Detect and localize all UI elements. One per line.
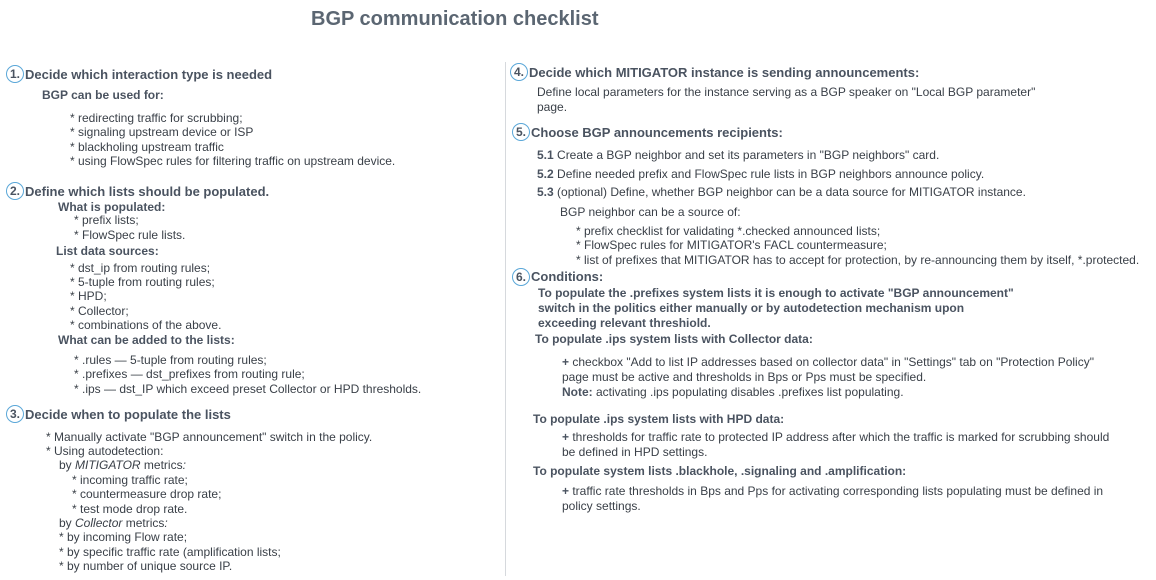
section-5-heading: Choose BGP announcements recipients:: [531, 125, 783, 140]
list-item: * prefix checklist for validating *.checked announced lists;: [576, 224, 881, 238]
step-number-6: 6.: [512, 268, 530, 286]
step-5-2: 5.2 Define needed prefix and FlowSpec rule lists in BGP neighbors announce policy.: [537, 167, 985, 181]
section-3-heading: Decide when to populate the lists: [25, 407, 231, 422]
list-item: * .prefixes — dst_prefixes from routing rule;: [74, 367, 305, 381]
what-populated-label: What is populated:: [58, 200, 166, 214]
list-item: * blackholing upstream traffic: [70, 140, 224, 154]
list-item: * FlowSpec rules for MITIGATOR's FACL countermeasure;: [576, 238, 887, 252]
section-1-subheading: BGP can be used for:: [42, 88, 164, 102]
list-item: * Collector;: [70, 304, 129, 318]
step-number-2: 2.: [6, 182, 24, 200]
list-item: * redirecting traffic for scrubbing;: [70, 111, 243, 125]
collector-data-label: To populate .ips system lists with Collector data:: [535, 332, 813, 346]
step-5-1: 5.1 Create a BGP neighbor and set its parameters in "BGP neighbors" card.: [537, 148, 940, 162]
other-lists-label: To populate system lists .blackhole, .signaling and .amplification:: [533, 464, 907, 478]
list-item: * by number of unique source IP.: [59, 559, 233, 573]
list-item: * incoming traffic rate;: [72, 473, 188, 487]
column-divider: [505, 62, 506, 576]
section-6-heading: Conditions:: [531, 269, 604, 284]
section-4-heading: Decide which MITIGATOR instance is sending announcements:: [529, 65, 920, 80]
list-item: * prefix lists;: [74, 213, 139, 227]
list-item: * using FlowSpec rules for filtering traffic on upstream device.: [70, 154, 396, 168]
step-number-4: 4.: [510, 63, 528, 81]
list-item: * Manually activate "BGP announcement" switch in the policy.: [46, 430, 373, 444]
list-item: * combinations of the above.: [70, 318, 222, 332]
list-item: * dst_ip from routing rules;: [70, 261, 211, 275]
hpd-data-label: To populate .ips system lists with HPD data:: [533, 412, 785, 426]
hpd-requirement: + thresholds for traffic rate to protected IP address after which the traffic is marked for scrubbing should be defined in HPD settings.: [562, 430, 1110, 459]
list-item: * list of prefixes that MITIGATOR has to accept for protection, by re-announcing them by itself, *.protected.: [576, 253, 1140, 267]
section-6-intro: To populate the .prefixes system lists it is enough to activate "BGP announcement" switch in the politics either manually or by autodetection mechanism upon exceeding relevant threshiold.: [538, 286, 1014, 330]
page-title: BGP communication checklist: [311, 8, 599, 30]
collector-metrics-label: by Collector metrics:: [59, 516, 168, 530]
list-item: * 5-tuple from routing rules;: [70, 275, 215, 289]
collector-requirement: + checkbox "Add to list IP addresses based on collector data" in "Settings" tab on "Protection Policy" page must be active and thresholds in Bps or Pps must be specified. Note: activating .ips populating disables .prefixes list populating.: [562, 355, 1094, 399]
data-sources-label: List data sources:: [56, 244, 159, 258]
list-item: * HPD;: [70, 289, 107, 303]
list-item: * countermeasure drop rate;: [72, 487, 222, 501]
list-item: * signaling upstream device or ISP: [70, 125, 254, 139]
section-4-body: Define local parameters for the instance serving as a BGP speaker on "Local BGP parameter" page.: [537, 85, 1036, 114]
step-number-5: 5.: [512, 123, 530, 141]
mitigator-metrics-label: by MITIGATOR metrics:: [59, 458, 186, 472]
step-number-1: 1.: [6, 65, 24, 83]
added-to-lists-label: What can be added to the lists:: [58, 333, 235, 347]
other-lists-requirement: + traffic rate thresholds in Bps and Pps for activating corresponding lists populating must be defined in policy settings.: [562, 484, 1104, 513]
list-item: * test mode drop rate.: [72, 502, 188, 516]
section-2-heading: Define which lists should be populated.: [25, 184, 270, 199]
step-5-3: 5.3 (optional) Define, whether BGP neighbor can be a data source for MITIGATOR instance.: [537, 185, 1026, 199]
section-1-heading: Decide which interaction type is needed: [25, 67, 273, 82]
list-item: * Using autodetection:: [46, 444, 164, 458]
step-number-3: 3.: [6, 405, 24, 423]
list-item: * .ips — dst_IP which exceed preset Collector or HPD thresholds.: [74, 382, 422, 396]
neighbor-source-label: BGP neighbor can be a source of:: [560, 205, 741, 219]
list-item: * FlowSpec rule lists.: [74, 228, 186, 242]
list-item: * by specific traffic rate (amplification lists;: [59, 545, 281, 559]
list-item: * .rules — 5-tuple from routing rules;: [74, 353, 267, 367]
list-item: * by incoming Flow rate;: [59, 530, 188, 544]
